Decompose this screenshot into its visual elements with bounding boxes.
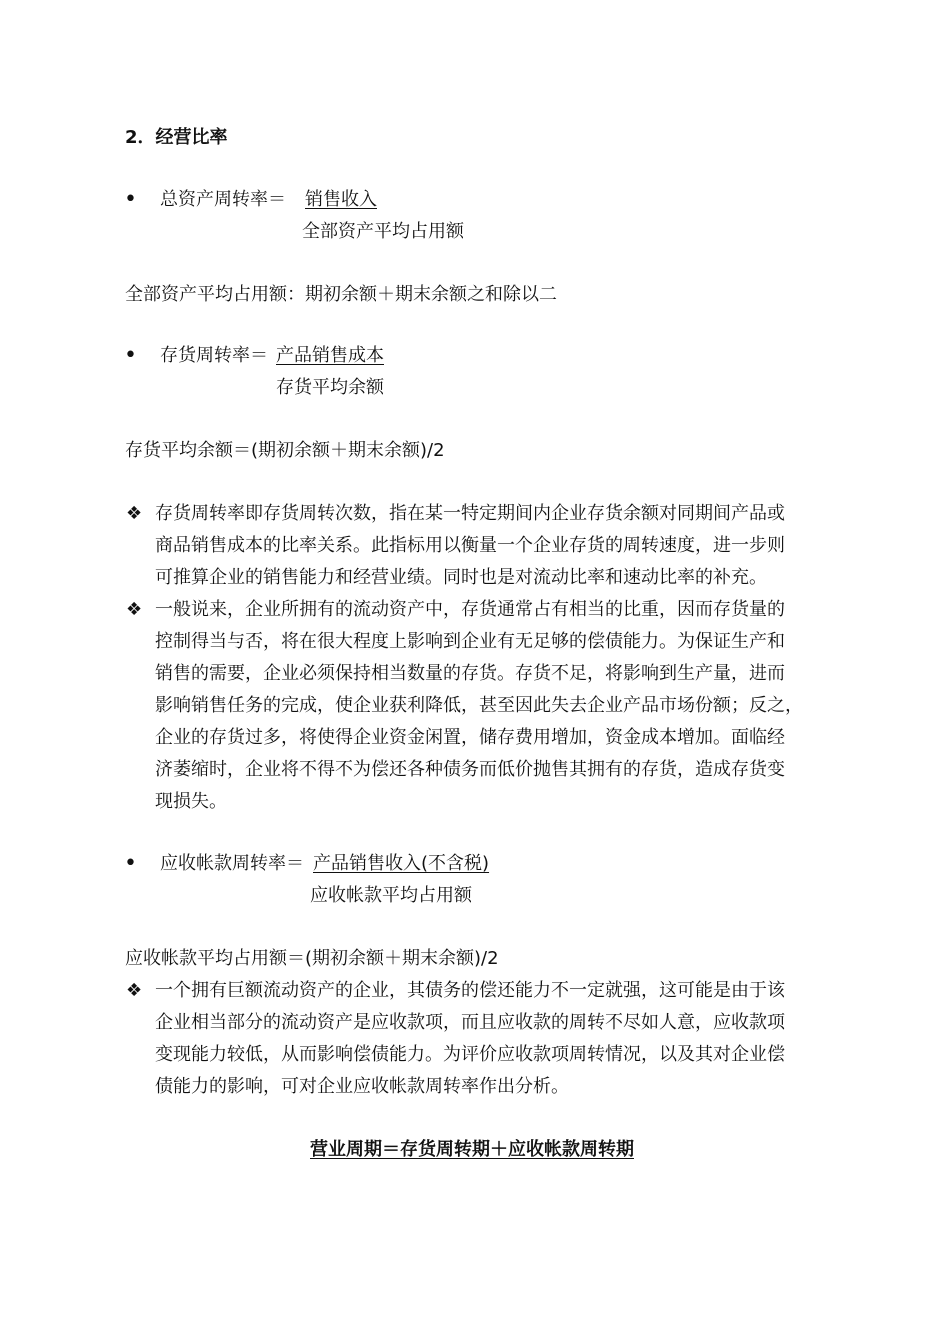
asset-note: 全部资产平均占用额：期初余额＋期末余额之和除以二 [125, 284, 557, 305]
paragraph-line: 债能力的影响，可对企业应收帐款周转率作出分析。 [155, 1076, 569, 1097]
bullet-icon: • [124, 851, 137, 876]
receivable-point-1 [155, 975, 855, 1103]
paragraph-line: 一般说来，企业所拥有的流动资产中，存货通常占有相当的比重，因而存货量的 [155, 599, 785, 620]
diamond-bullet-icon: ❖ [126, 980, 143, 1001]
inventory-turnover-numerator: 产品销售成本 [276, 345, 384, 366]
inventory-point-1 [155, 498, 855, 594]
asset-turnover-numerator: 销售收入 [305, 189, 377, 210]
paragraph-line: 销售的需要，企业必须保持相当数量的存货。存货不足，将影响到生产量，进而 [155, 663, 785, 684]
inventory-turnover-label: 存货周转率＝ [160, 345, 268, 366]
paragraph-line: 变现能力较低，从而影响偿债能力。为评价应收款项周转情况，以及其对企业偿 [155, 1044, 785, 1065]
paragraph-line: 现损失。 [155, 791, 227, 812]
bullet-icon: • [124, 187, 137, 212]
paragraph-line: 可推算企业的销售能力和经营业绩。同时也是对流动比率和速动比率的补充。 [155, 567, 767, 588]
paragraph-line: 企业相当部分的流动资产是应收款项，而且应收款的周转不尽如人意，应收款项 [155, 1012, 785, 1033]
diamond-bullet-icon: ❖ [126, 599, 143, 620]
section-title: 2．经营比率 [125, 127, 228, 148]
receivable-turnover-denominator: 应收帐款平均占用额 [310, 885, 472, 906]
receivable-turnover-label: 应收帐款周转率＝ [160, 853, 304, 874]
inventory-point-2 [155, 594, 855, 818]
asset-turnover-label: 总资产周转率＝ [160, 189, 286, 210]
inventory-turnover-denominator: 存货平均余额 [276, 377, 384, 398]
summary-formula: 营业周期＝存货周转期＋应收帐款周转期 [310, 1139, 634, 1160]
paragraph-line: 控制得当与否，将在很大程度上影响到企业有无足够的偿债能力。为保证生产和 [155, 631, 785, 652]
paragraph-line: 济萎缩时，企业将不得不为偿还各种债务而低价抛售其拥有的存货，造成存货变 [155, 759, 785, 780]
bullet-icon: • [124, 343, 137, 368]
paragraph-line: 存货周转率即存货周转次数，指在某一特定期间内企业存货余额对同期间产品或 [155, 503, 785, 524]
diamond-bullet-icon: ❖ [126, 503, 143, 524]
receivable-note: 应收帐款平均占用额＝(期初余额＋期末余额)/2 [125, 948, 499, 969]
receivable-turnover-numerator: 产品销售收入(不含税) [313, 853, 490, 874]
paragraph-line: 一个拥有巨额流动资产的企业，其债务的偿还能力不一定就强，这可能是由于该 [155, 980, 785, 1001]
asset-turnover-denominator: 全部资产平均占用额 [302, 221, 464, 242]
inventory-note: 存货平均余额＝(期初余额＋期末余额)/2 [125, 440, 445, 461]
paragraph-line: 影响销售任务的完成，使企业获利降低，甚至因此失去企业产品市场份额；反之， [155, 695, 803, 716]
paragraph-line: 企业的存货过多，将使得企业资金闲置，储存费用增加，资金成本增加。面临经 [155, 727, 785, 748]
paragraph-line: 商品销售成本的比率关系。此指标用以衡量一个企业存货的周转速度，进一步则 [155, 535, 785, 556]
